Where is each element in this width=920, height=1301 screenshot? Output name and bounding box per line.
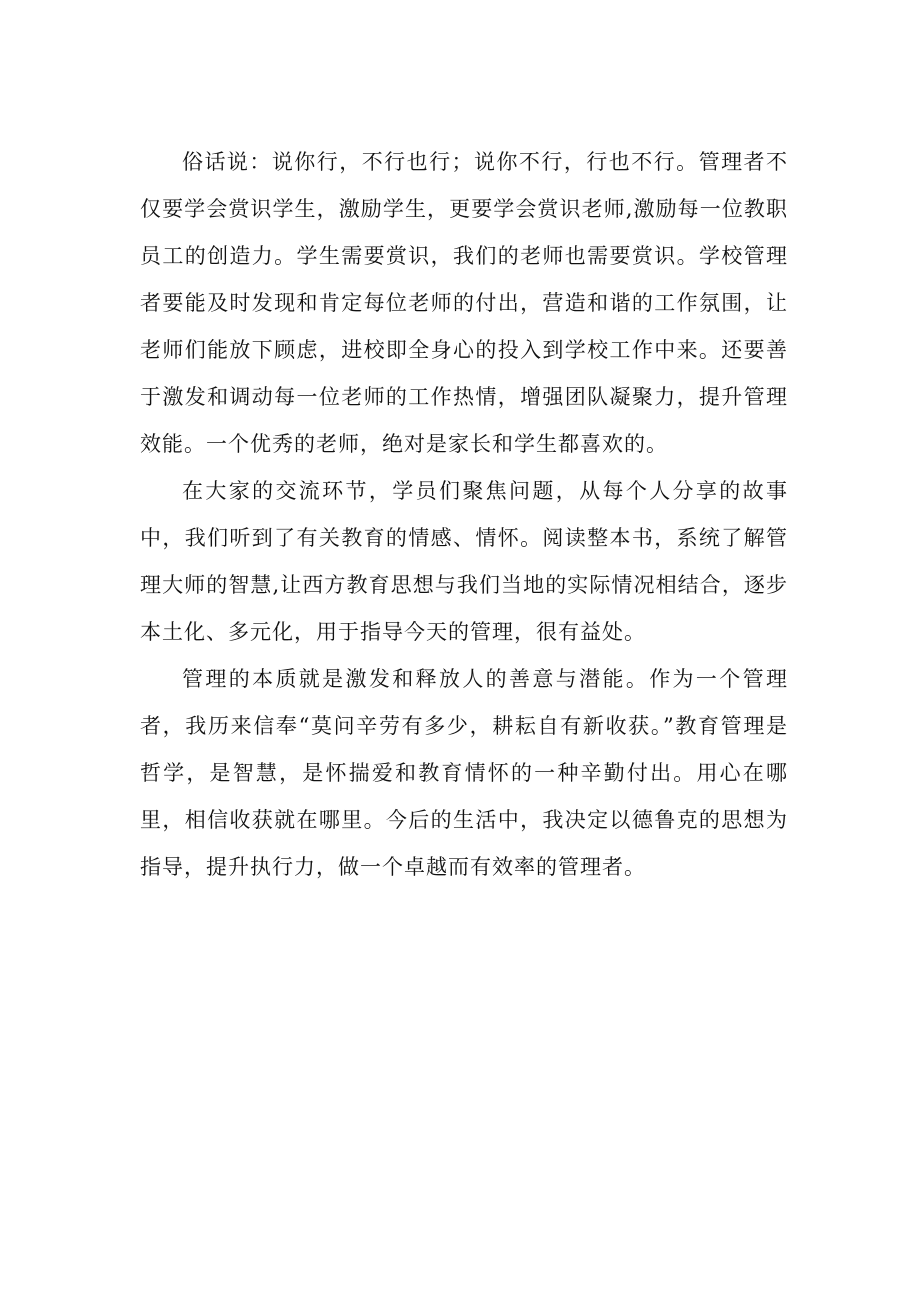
paragraph-appreciation: 俗话说：说你行，不行也行；说你不行，行也不行。管理者不仅要学会赏识学生，激励学生，更要学会赏识老师,激励每一位教职员工的创造力。学生需要赏识，我们的老师也需要赏识。学校管理者要能及时发现和肯定每位老师的付出，营造和谐的工作氛围，让老师们能放下顾虑，进校即全身心的投入到学校工作中来。还要善于激发和调动每一位老师的工作热情，增强团队凝聚力，提升管理效能。一个优秀的老师，绝对是家长和学生都喜欢的。 [140, 150, 788, 456]
document-body [140, 139, 788, 891]
paragraph-management-essence: 管理的本质就是激发和释放人的善意与潜能。作为一个管理者，我历来信奉“莫问辛劳有多少，耕耘自有新收获。”教育管理是哲学，是智慧，是怀揣爱和教育情怀的一种辛勤付出。用心在哪里，相信收获就在哪里。今后的生活中，我决定以德鲁克的思想为指导，提升执行力，做一个卓越而有效率的管理者。 [140, 667, 788, 879]
paragraph-exchange: 在大家的交流环节，学员们聚焦问题，从每个人分享的故事中，我们听到了有关教育的情感、情怀。阅读整本书，系统了解管理大师的智慧,让西方教育思想与我们当地的实际情况相结合，逐步本土化、多元化，用于指导今天的管理，很有益处。 [140, 479, 788, 644]
